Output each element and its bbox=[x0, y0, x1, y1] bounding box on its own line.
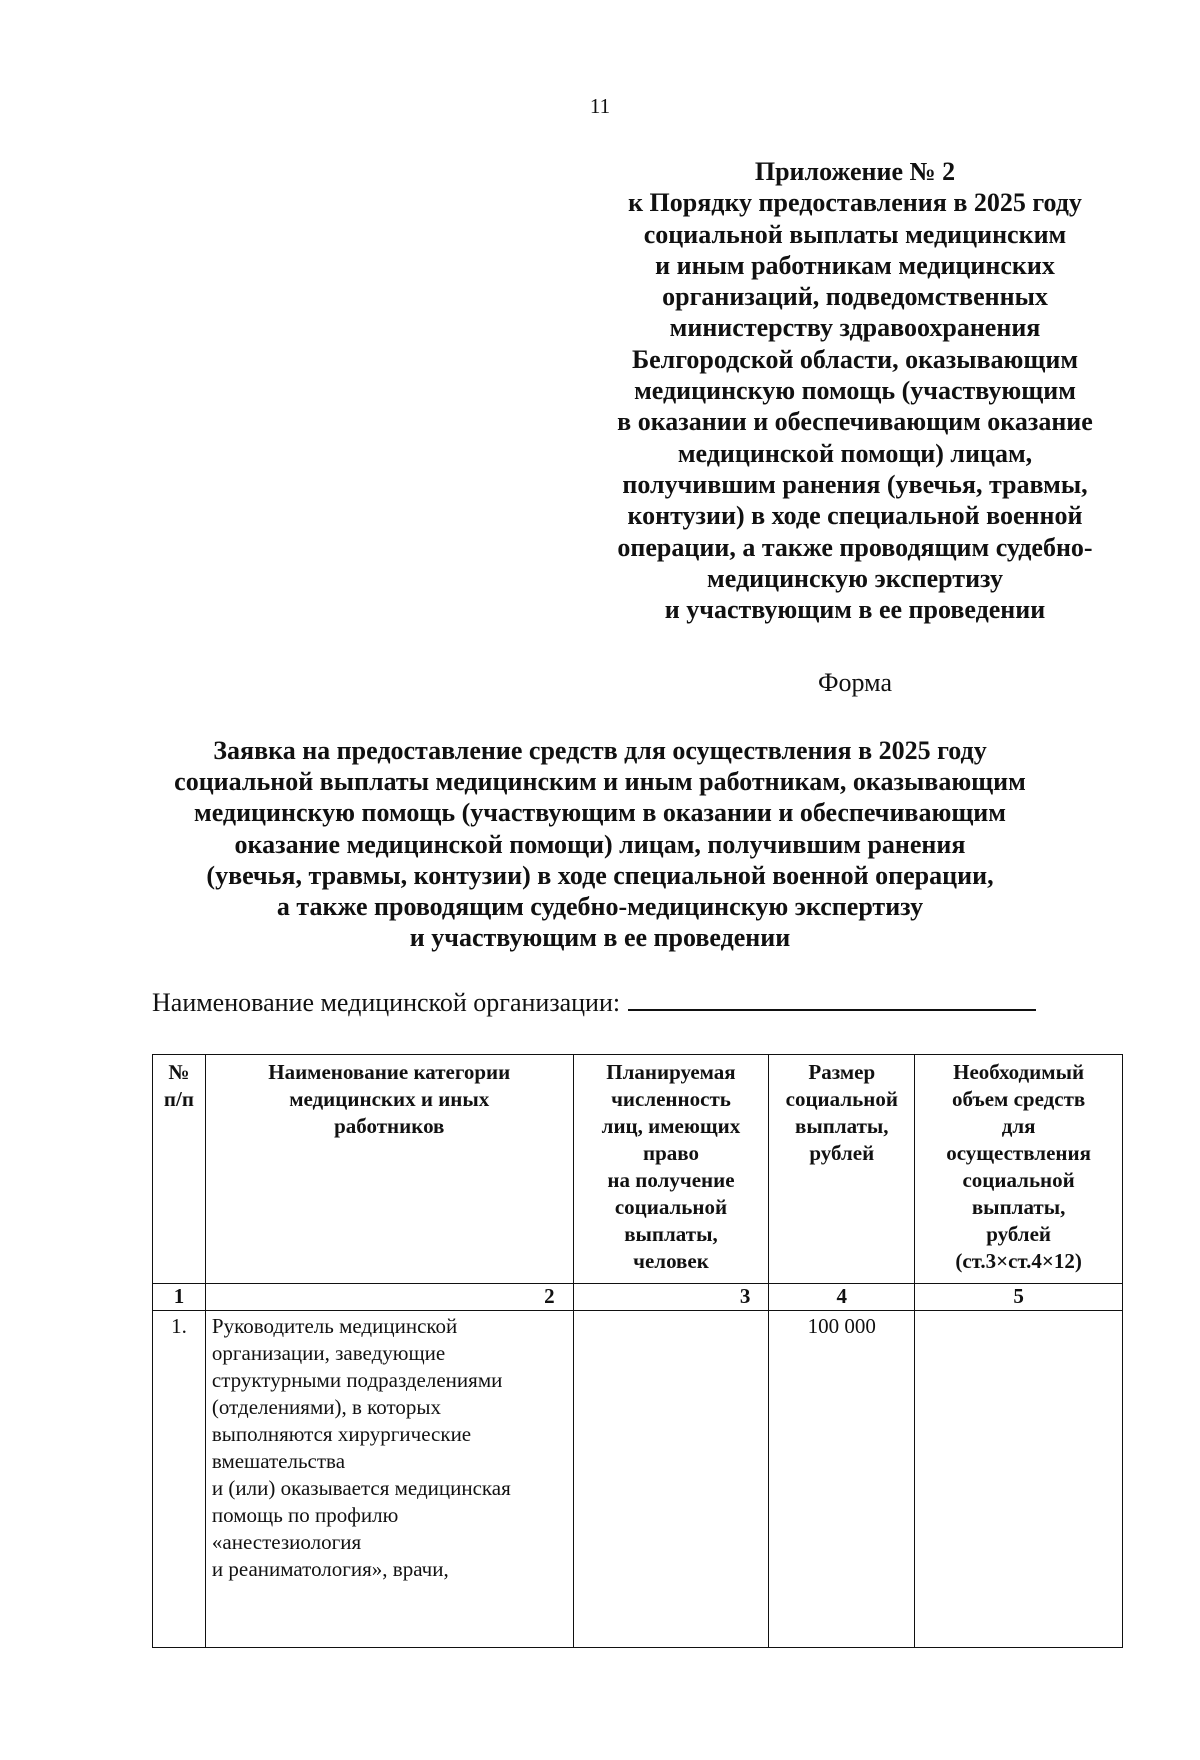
appendix-line: медицинскую экспертизу bbox=[707, 563, 1003, 593]
appendix-line: контузии) в ходе специальной военной bbox=[627, 501, 1083, 531]
title-line: оказание медицинской помощи) лицам, получившим ранения bbox=[234, 829, 966, 859]
title-line: Заявка на предоставление средств для осуществления в 2025 году bbox=[213, 736, 987, 765]
appendix-line: и иным работникам медицинских bbox=[655, 250, 1055, 280]
title-line: а также проводящим судебно-медицинскую экспертизу bbox=[276, 892, 924, 922]
column-number: 2 bbox=[205, 1284, 573, 1311]
org-name-blank[interactable] bbox=[628, 987, 1036, 1011]
appendix-line: организаций, подведомственных bbox=[662, 282, 1048, 312]
appendix-line: социальной выплаты медицинским bbox=[643, 219, 1067, 249]
required-amount-cell[interactable] bbox=[915, 1311, 1123, 1648]
header-number: № п/п bbox=[153, 1055, 206, 1284]
appendix-line: медицинской помощи) лицам, bbox=[677, 438, 1033, 468]
document-title bbox=[100, 735, 1100, 953]
title-line: (увечья, травмы, контузии) в ходе специальной военной операции, bbox=[206, 860, 994, 890]
appendix-line: и участвующим в ее проведении bbox=[664, 595, 1046, 625]
appendix-line: получившим ранения (увечья, травмы, bbox=[622, 469, 1088, 499]
appendix-line: министерству здравоохранения bbox=[669, 313, 1041, 343]
appendix-line: медицинскую помощь (участвующим bbox=[634, 376, 1076, 406]
table-header-row bbox=[153, 1055, 1123, 1284]
title-line: социальной выплаты медицинским и иным работникам, оказывающим bbox=[174, 767, 1026, 797]
column-number: 1 bbox=[153, 1284, 206, 1311]
payment-size-cell: 100 000 bbox=[769, 1311, 915, 1648]
appendix-line: Приложение № 2 bbox=[754, 157, 956, 186]
title-line: медицинскую помощь (участвующим в оказании и обеспечивающим bbox=[194, 798, 1006, 828]
request-table bbox=[152, 1054, 1123, 1648]
appendix-line: операции, а также проводящим судебно- bbox=[617, 532, 1093, 562]
planned-count-cell[interactable] bbox=[573, 1311, 769, 1648]
column-number-row bbox=[153, 1284, 1123, 1311]
header-category: Наименование категории медицинских и иных работников bbox=[205, 1055, 573, 1284]
appendix-line: Белгородской области, оказывающим bbox=[631, 344, 1079, 374]
category-name-cell: Руководитель медицинской организации, заведующие структурными подразделениями (отделениями), в которых выполняются хирургические вмешательства и (или) оказывается медицинская помощь по профилю «анестезиология и реаниматология», врачи, bbox=[205, 1311, 573, 1648]
column-number: 3 bbox=[573, 1284, 769, 1311]
header-required-amount: Необходимый объем средств для осуществления социальной выплаты, рублей (ст.3×ст.4×12) bbox=[915, 1055, 1123, 1284]
org-name-field bbox=[152, 987, 1036, 1018]
row-number: 1. bbox=[153, 1311, 206, 1648]
table-row bbox=[153, 1311, 1123, 1648]
header-planned-count: Планируемая численность лиц, имеющих право на получение социальной выплаты, человек bbox=[573, 1055, 769, 1284]
appendix-heading bbox=[565, 156, 1145, 625]
appendix-line: к Порядку предоставления в 2025 году bbox=[628, 188, 1082, 218]
column-number: 4 bbox=[769, 1284, 915, 1311]
org-name-label: Наименование медицинской организации: bbox=[152, 988, 621, 1017]
appendix-line: в оказании и обеспечивающим оказание bbox=[617, 407, 1093, 437]
form-label: Форма bbox=[818, 668, 892, 697]
title-line: и участвующим в ее проведении bbox=[409, 923, 791, 953]
header-payment-size: Размер социальной выплаты, рублей bbox=[769, 1055, 915, 1284]
column-number: 5 bbox=[915, 1284, 1123, 1311]
page-number: 11 bbox=[589, 94, 611, 118]
